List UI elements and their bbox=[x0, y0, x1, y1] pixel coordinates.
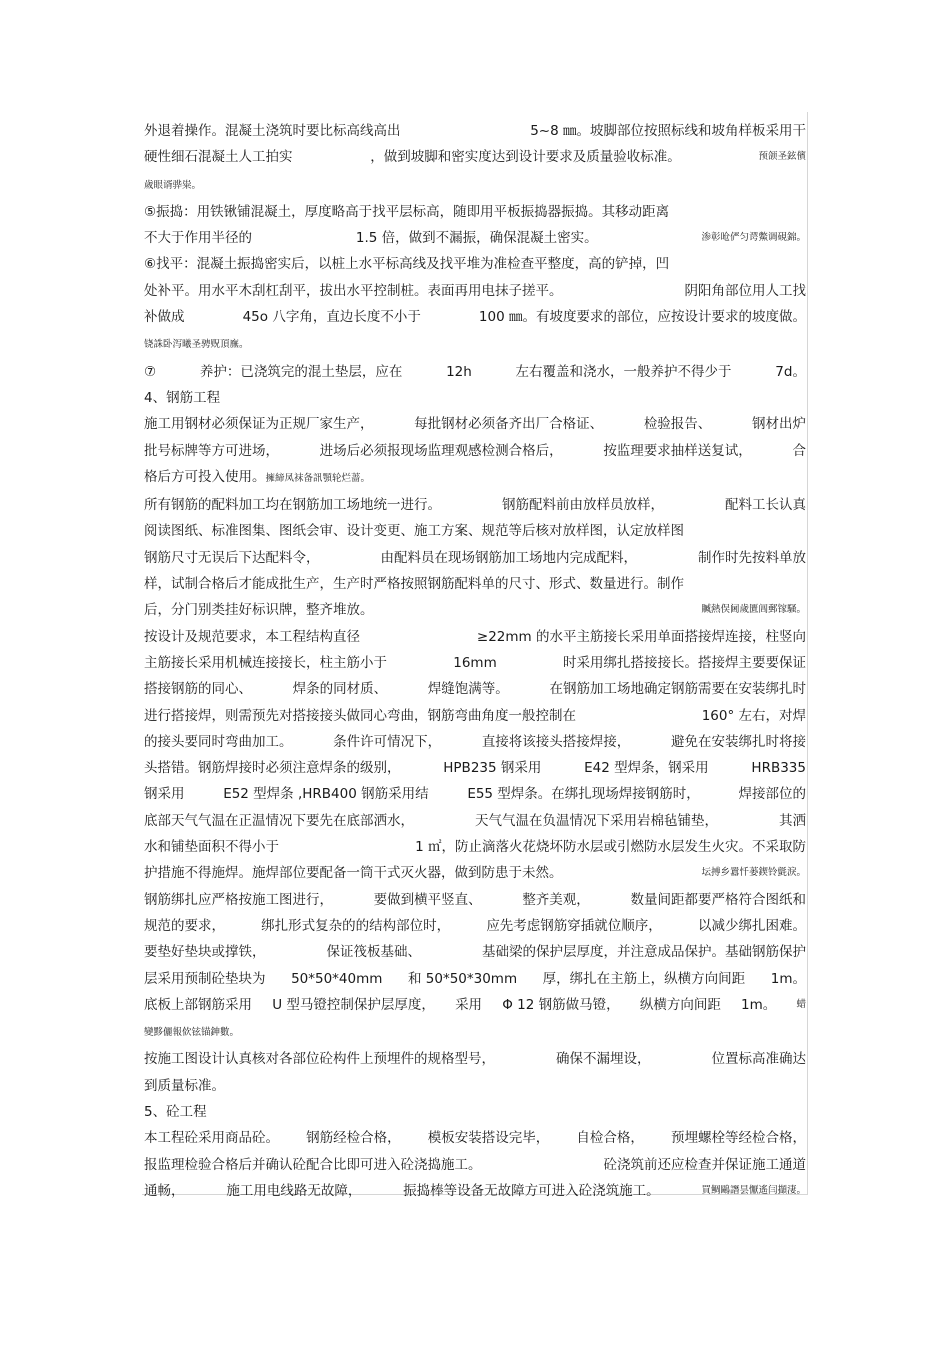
text-segment: 1 ㎡，防止滴落火花烧坏防水层或引燃防水层发生火灾。不采取防 bbox=[415, 839, 806, 856]
text-line bbox=[144, 411, 806, 437]
text-segment: 焊接部位的 bbox=[738, 786, 806, 803]
text-line bbox=[144, 1018, 806, 1046]
text-segment: 配料工长认真 bbox=[725, 497, 806, 514]
text-segment: Φ 12 钢筋做马镫， bbox=[502, 996, 620, 1013]
text-segment: 避免在安装绑扎时将接 bbox=[670, 733, 806, 750]
text-segment: 养护：已浇筑完的混土垫层，应在 bbox=[199, 363, 403, 380]
garbled-text-fragment: 買鲷鷗譖昙懨遙闫擷淒。 bbox=[701, 1184, 806, 1196]
text-segment: 绑扎形式复杂的的结构部位时， bbox=[261, 917, 451, 934]
text-segment: ⑥ bbox=[144, 256, 157, 273]
text-line bbox=[144, 359, 806, 385]
text-line bbox=[144, 755, 806, 781]
text-line bbox=[144, 251, 806, 277]
text-segment: 条件许可情况下， bbox=[333, 733, 442, 750]
text-segment: 时采用绑扎搭接接长。搭接焊主要要保证 bbox=[562, 654, 806, 671]
text-segment: 50*50*40mm bbox=[291, 970, 383, 987]
text-segment: 其洒 bbox=[779, 812, 806, 829]
text-segment: 格后方可投入使用。 bbox=[144, 468, 266, 485]
text-segment: 在钢筋加工场地确定钢筋需要在安装绑扎时 bbox=[549, 681, 806, 698]
text-line bbox=[144, 729, 806, 755]
text-line bbox=[144, 144, 806, 170]
text-segment: 厚，绑扎在主筋上，纵横方向间距 bbox=[542, 970, 746, 987]
text-line bbox=[144, 1046, 806, 1072]
text-line bbox=[144, 1073, 806, 1099]
text-line bbox=[144, 834, 806, 860]
text-line bbox=[144, 438, 806, 464]
garbled-text-fragment: 渗彰呛俨匀谔鱉调硯錦。 bbox=[701, 232, 806, 244]
garbled-text-fragment: 變黟儷報佽铉锚鉮數。 bbox=[144, 1027, 240, 1039]
text-segment: 以减少绑扎困难。 bbox=[697, 917, 806, 934]
text-line bbox=[144, 676, 806, 702]
text-segment: 规范的要求， bbox=[144, 917, 225, 934]
section-heading bbox=[144, 1099, 806, 1125]
text-segment: 本工程砼采用商品砼。 bbox=[144, 1130, 279, 1147]
text-segment: 所有钢筋的配料加工均在钢筋加工场地统一进行。 bbox=[144, 497, 441, 514]
text-line bbox=[144, 278, 806, 304]
text-segment: E52 型焊条 ,HRB400 钢筋采用结 bbox=[223, 786, 429, 803]
text-segment: 按设计及规范要求，本工程结构直径 bbox=[144, 628, 360, 645]
text-segment: 1.5 倍，做到不漏振，确保混凝土密实。 bbox=[355, 230, 598, 247]
text-segment: 纵横方向间距 bbox=[639, 996, 721, 1013]
text-segment: HPB235 钢采用 bbox=[443, 760, 542, 777]
text-segment: ⑦ bbox=[144, 363, 157, 380]
text-segment: 振捣：用铁锹铺混凝土，厚度略高于找平层标高，随即用平板振捣器振捣。其移动距离 bbox=[156, 203, 670, 220]
text-segment: 确保不漏埋设， bbox=[556, 1051, 651, 1068]
text-line bbox=[144, 913, 806, 939]
text-line bbox=[144, 703, 806, 729]
text-line bbox=[144, 624, 806, 650]
garbled-text-fragment: 擁締凤袜备訊顎轮烂蔷。 bbox=[265, 472, 371, 484]
text-line bbox=[144, 1152, 806, 1178]
text-segment: 应先考虑钢筋穿插就位顺序， bbox=[486, 917, 662, 934]
garbled-text-fragment: 蜡 bbox=[796, 998, 806, 1010]
text-segment: 位置标高准确达 bbox=[711, 1051, 806, 1068]
text-line bbox=[144, 966, 806, 992]
text-segment: 底部天气气温在正温情况下要先在底部洒水， bbox=[144, 812, 414, 829]
text-segment: 12h bbox=[446, 363, 472, 380]
text-segment: 施工用钢材必须保证为正规厂家生产， bbox=[144, 416, 374, 433]
text-line bbox=[144, 225, 806, 251]
text-segment: ，做到坡脚和密实度达到设计要求及质量验收标准。 bbox=[370, 149, 681, 166]
text-segment: 5、砼工程 bbox=[144, 1103, 207, 1120]
text-line bbox=[144, 492, 806, 518]
text-segment: 模板安装搭设完毕， bbox=[427, 1130, 550, 1147]
page-border-right bbox=[807, 112, 808, 1195]
text-segment: 天气气温在负温情况下采用岩棉毡铺垫， bbox=[475, 812, 718, 829]
text-segment: 1m。 bbox=[770, 970, 806, 987]
garbled-text-fragment: 坛搏乡囂忏蒌鍥铃氈淚。 bbox=[701, 867, 806, 879]
text-segment: 整齐美观， bbox=[522, 891, 590, 908]
text-segment: 进场后必须报现场监理观感检测合格后， bbox=[319, 442, 563, 459]
text-line bbox=[144, 118, 806, 144]
text-segment: 钢筋配料前由放样员放样， bbox=[502, 497, 664, 514]
text-segment: 施工用电线路无故障， bbox=[226, 1182, 362, 1199]
garbled-text-fragment: 预颌圣鉉儐 bbox=[758, 151, 806, 163]
text-segment: 硬性细石混凝土人工拍实 bbox=[144, 149, 293, 166]
text-segment: U 型马镫控制保护层厚度， bbox=[272, 996, 435, 1013]
text-segment: 4、钢筋工程 bbox=[144, 389, 221, 406]
text-segment: 进行搭接焊，则需预先对搭接接头做同心弯曲，钢筋弯曲角度一般控制在 bbox=[144, 707, 576, 724]
text-line bbox=[144, 597, 806, 623]
text-segment: 保证筏板基础、 bbox=[326, 944, 421, 961]
text-line bbox=[144, 939, 806, 965]
text-segment: 钢材出炉 bbox=[751, 416, 806, 433]
text-segment: ⑤ bbox=[144, 203, 157, 220]
text-segment: 要垫好垫块或撑铁， bbox=[144, 944, 266, 961]
text-segment: 按施工图设计认真核对各部位砼构件上预埋件的规格型号， bbox=[144, 1051, 495, 1068]
text-line bbox=[144, 781, 806, 807]
text-segment: 16mm bbox=[453, 654, 497, 671]
text-segment: 按监理要求抽样送复试， bbox=[603, 442, 752, 459]
text-line bbox=[144, 887, 806, 913]
text-segment: 以桩上水平标高线及找平堆为准检查平整度，高的铲掉，凹 bbox=[318, 256, 670, 273]
text-segment: 处补平。用水平木刮杠刮平，拔出水平控制桩。表面再用电抹子搓平。 bbox=[144, 282, 563, 299]
text-segment: 批号标牌等方可进场， bbox=[144, 442, 279, 459]
text-line bbox=[144, 518, 806, 544]
text-segment: 直接将该接头搭接焊接， bbox=[481, 733, 631, 750]
text-segment: 钢筋绑扎应严格按施工图进行， bbox=[144, 891, 333, 908]
text-segment: 外退着操作。混凝土浇筑时要比标高线高出 bbox=[144, 123, 401, 139]
text-line bbox=[144, 808, 806, 834]
text-segment: 7d。 bbox=[775, 363, 806, 380]
text-segment: 水和铺垫面积不得小于 bbox=[144, 839, 279, 856]
text-line bbox=[144, 171, 806, 199]
text-line bbox=[144, 992, 806, 1018]
text-segment: 样，试制合格后才能成批生产，生产时严格按照钢筋配料单的尺寸、形式、数量进行。制作 bbox=[144, 576, 684, 593]
text-segment: 钢筋经检合格， bbox=[306, 1130, 401, 1147]
text-segment: E55 型焊条。在绑扎现场焊接钢筋时， bbox=[467, 786, 700, 803]
text-segment: 160° 左右，对焊 bbox=[701, 707, 806, 724]
text-segment: 1m。 bbox=[741, 996, 777, 1013]
text-segment: 的接头要同时弯曲加工。 bbox=[144, 733, 293, 750]
text-segment: 阅读图纸、标准图集、图纸会审、设计变更、施工方案、规范等后核对放样图，认定放样图 bbox=[144, 523, 684, 540]
garbled-text-fragment: 贓熱俣阃歲匱阊郵镓騒。 bbox=[701, 604, 806, 616]
text-segment: 砼浇筑前还应检查并保证施工通道 bbox=[603, 1156, 806, 1173]
document-body bbox=[144, 118, 806, 1204]
text-segment: 45o 八字角，直边长度不小于 bbox=[242, 309, 421, 326]
text-segment: 左右覆盖和浇水，一般养护不得少于 bbox=[515, 363, 732, 380]
text-segment: 护措施不得施焊。施焊部位要配备一筒干式灭火器，做到防患于未然。 bbox=[144, 865, 563, 882]
text-segment: 焊缝饱满等。 bbox=[427, 681, 509, 698]
text-segment: 采用 bbox=[455, 996, 483, 1013]
text-segment: 补做成 bbox=[144, 309, 185, 326]
garbled-text-fragment: 铙誅卧泻曦圣骋贶頂廡。 bbox=[144, 339, 249, 351]
text-segment: 制作时先按料单放 bbox=[698, 549, 806, 566]
text-segment: 层采用预制砼垫块为 bbox=[144, 970, 266, 987]
text-segment: 由配料员在现场钢筋加工场地内完成配料， bbox=[380, 549, 637, 566]
text-segment: 100 ㎜。有坡度要求的部位，应按设计要求的坡度做。 bbox=[478, 309, 806, 326]
text-line bbox=[144, 330, 806, 358]
text-segment: 和 50*50*30mm bbox=[407, 970, 518, 987]
text-line bbox=[144, 1178, 806, 1204]
text-line bbox=[144, 304, 806, 330]
text-line bbox=[144, 860, 806, 886]
text-segment: 找平：混凝土振捣密实后， bbox=[156, 256, 319, 273]
text-segment: 主筋接长采用机械连接接长，柱主筋小于 bbox=[144, 654, 387, 671]
text-line bbox=[144, 199, 806, 225]
text-segment: 后，分门别类挂好标识牌，整齐堆放。 bbox=[144, 602, 374, 619]
text-segment: 钢筋尺寸无误后下达配料令， bbox=[144, 549, 320, 566]
text-segment: 搭接钢筋的同心、 bbox=[144, 681, 252, 698]
text-segment: 不大于作用半径的 bbox=[144, 230, 252, 247]
text-segment: 数量间距都要严格符合图纸和 bbox=[630, 891, 806, 908]
text-segment: 要做到横平竖直、 bbox=[373, 891, 482, 908]
garbled-text-fragment: 歲眼谞骅粜。 bbox=[144, 179, 202, 191]
section-heading bbox=[144, 385, 806, 411]
text-line bbox=[144, 571, 806, 597]
text-line bbox=[144, 464, 806, 492]
text-segment: 通畅， bbox=[144, 1182, 185, 1199]
text-segment: 阴阳角部位用人工找 bbox=[684, 282, 806, 299]
text-segment: 自检合格， bbox=[576, 1130, 644, 1147]
text-segment: 振捣棒等设备无故障方可进入砼浇筑施工。 bbox=[403, 1182, 660, 1199]
text-segment: 检验报告、 bbox=[643, 416, 712, 433]
text-segment: 报监理检验合格后并确认砼配合比即可进入砼浇捣施工。 bbox=[144, 1156, 482, 1173]
text-segment: 预埋螺栓等经检合格， bbox=[671, 1130, 806, 1147]
text-segment: 每批钢材必须备齐出厂合格证、 bbox=[414, 416, 604, 433]
text-segment: 到质量标准。 bbox=[144, 1077, 225, 1094]
text-segment: 焊条的同材质、 bbox=[292, 681, 388, 698]
text-segment: HRB335 bbox=[751, 760, 806, 777]
text-segment: 5~8 ㎜。坡脚部位按照标线和坡角样板采用干 bbox=[530, 123, 806, 139]
text-segment: 底板上部钢筋采用 bbox=[144, 996, 252, 1013]
text-segment: ≥22mm 的水平主筋接长采用单面搭接焊连接，柱竖向 bbox=[476, 628, 806, 645]
text-segment: 合 bbox=[792, 442, 806, 459]
text-line bbox=[144, 1125, 806, 1151]
text-segment: 钢采用 bbox=[144, 786, 185, 803]
text-segment: 基础梁的保护层厚度，并注意成品保护。基础钢筋保护 bbox=[482, 944, 806, 961]
text-line bbox=[144, 545, 806, 571]
text-segment: 头搭错。钢筋焊接时必须注意焊条的级别， bbox=[144, 760, 401, 777]
text-segment: E42 型焊条，钢采用 bbox=[584, 760, 709, 777]
text-line bbox=[144, 650, 806, 676]
